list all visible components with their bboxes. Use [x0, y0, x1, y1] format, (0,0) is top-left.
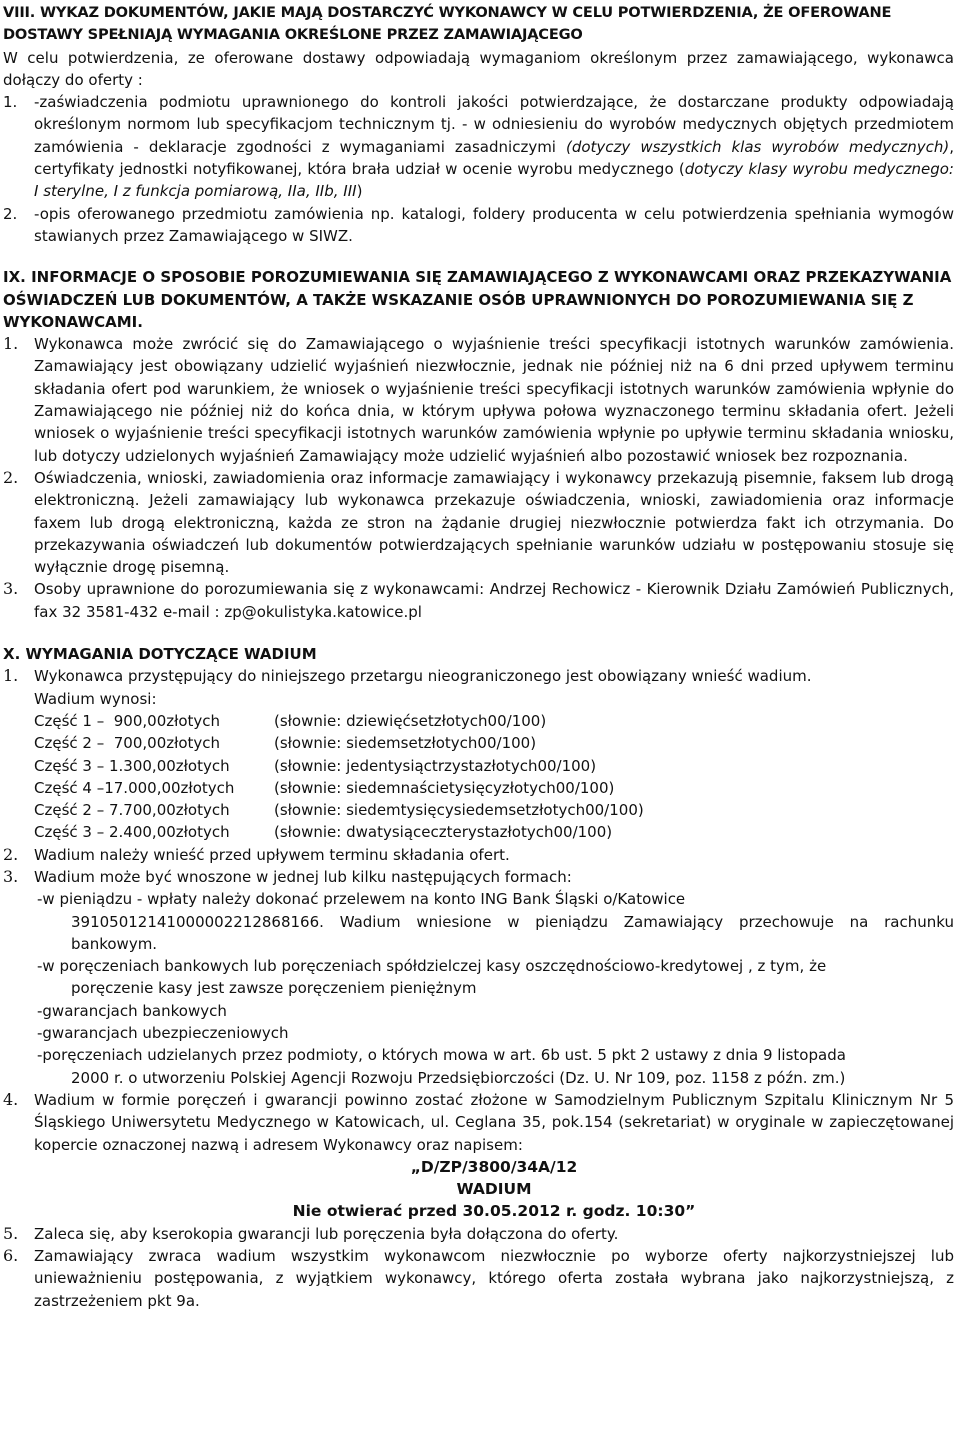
- section-10-item-4: [3, 1089, 954, 1223]
- section-9-item-1: [3, 333, 954, 467]
- item-number: 4.: [3, 1089, 19, 1109]
- item-body: [34, 866, 954, 1089]
- part-amount: Część 4 –17.000,00złotych: [34, 778, 235, 797]
- part-words: (słownie: dziewięćsetzłotych00/100): [274, 711, 547, 730]
- part-words: (słownie: siedemsetzłotych00/100): [274, 734, 537, 753]
- item-number: 3.: [3, 579, 19, 599]
- item-text-italic: dotyczy klasy wyrobu medycznego: I sterylne, I z funkcja pomiarową, IIa, IIb, III: [34, 160, 954, 201]
- section-10-item-2: [3, 844, 954, 866]
- item-text: Wadium należy wnieść przed upływem terminu składania ofert.: [34, 845, 510, 864]
- spacer: [3, 247, 954, 266]
- section-9-item-3: [3, 578, 954, 623]
- part-words: (słownie: jedentysiąctrzystazłotych00/100): [274, 756, 597, 775]
- item-text: Osoby uprawnione do porozumiewania się z wykonawcami: Andrzej Rechowicz - Kierownik Działu Zamówień Publicznych, fax 32 3581-432 e-mail : zp@okulistyka.katowice.pl: [34, 580, 954, 621]
- part-amount: Część 3 – 1.300,00złotych: [34, 756, 230, 775]
- spacer: [3, 623, 954, 643]
- wadium-form: -gwarancjach ubezpieczeniowych: [37, 1024, 289, 1043]
- part-words: (słownie: dwatysiąceczterystazłotych00/100): [274, 823, 613, 842]
- item-number: 1.: [3, 93, 18, 112]
- item-body: [34, 1089, 954, 1223]
- part-amount: Część 1 – 900,00złotych: [34, 711, 221, 730]
- part-amount: Część 3 – 2.400,00złotych: [34, 823, 230, 842]
- item-body: [34, 665, 954, 843]
- item-text: Zamawiający zwraca wadium wszystkim wykonawcom niezwłocznie po wyborze oferty najkorzystniejszej lub unieważnieniu postępowania, z wyjątkiem wykonawcy, którego oferta została wybrana jako najkorzystniejszą, z zastrzeżeniem pkt 9a.: [34, 1247, 954, 1310]
- section-8-item-2: [3, 203, 954, 248]
- part-amount: Część 2 – 700,00złotych: [34, 734, 221, 753]
- section-8-intro: W celu potwierdzenia, ze oferowane dostawy odpowiadają wymaganiom określonym przez zamawiającego, wykonawca dołączy do oferty :: [3, 48, 954, 89]
- section-10-item-6: [3, 1245, 954, 1312]
- item-text: Oświadczenia, wnioski, zawiadomienia oraz informacje zamawiający i wykonawcy przekazują pisemnie, faksem lub drogą elektroniczną. Jeżeli zamawiający lub wykonawca przekazuje oświadczenia, wnioski, zawiadomienia oraz informacje faxem lub drogą elektroniczną, każda ze stron na żądanie drugiej niezwłocznie potwierdza fakt ich otrzymania. Do przekazywania oświadczeń lub dokumentów potwierdzających spełnianie warunków udziału w postępowaniu stosuje się wyłącznie drogę pisemną.: [34, 468, 954, 577]
- wadium-forms-list: [34, 888, 954, 1089]
- envelope-opening-notice: Nie otwierać przed 30.05.2012 r. godz. 10:30”: [292, 1202, 696, 1221]
- item-number: 3.: [3, 866, 19, 886]
- item-text: Wykonawca przystępujący do niniejszego przetargu nieograniczonego jest obowiązany wnieść wadium.: [34, 667, 812, 686]
- section-10-item-3: [3, 866, 954, 1089]
- item-text-part: ): [356, 182, 363, 201]
- envelope-reference: „D/ZP/3800/34A/12: [410, 1157, 578, 1176]
- item-text: Zaleca się, aby kserokopia gwarancji lub poręczenia była dołączona do oferty.: [34, 1224, 619, 1243]
- item-number: 1.: [3, 334, 19, 354]
- item-text: Wadium może być wnoszone w jednej lub kilku następujących formach:: [34, 867, 572, 886]
- item-text-part: -zaświadczenia podmiotu uprawnionego do kontroli jakości potwierdzające, że dostarczane produkty odpowiadają określonym normom lub specyfikacjom technicznym tj. - w odniesieniu do wyrobów medycznych objętych przedmiotem zamówienia - deklaracje zgodności z wymaganiami zasadniczymi: [34, 93, 954, 156]
- part-amount: Część 2 – 7.700,00złotych: [34, 801, 230, 820]
- wadium-part-row: [34, 821, 954, 843]
- wadium-part-row: [34, 799, 954, 821]
- section-10-item-1: [3, 665, 954, 843]
- section-8-item-1: [3, 91, 954, 202]
- section-8-heading: VIII. WYKAZ DOKUMENTÓW, JAKIE MAJĄ DOSTARCZYĆ WYKONAWCY W CELU POTWIERDZENIA, ŻE OFEROWANE DOSTAWY SPEŁNIAJĄ WYMAGANIA OKREŚLONE PRZEZ ZAMAWIAJĄCEGO: [3, 4, 892, 44]
- item-text: -opis oferowanego przedmiotu zamówienia np. katalogi, foldery producenta w celu potwierdzenia spełniania wymogów stawianych przez Zamawiającego w SIWZ.: [34, 204, 954, 245]
- wadium-part-row: [34, 755, 954, 777]
- wadium-amount-label: Wadium wynosi:: [34, 689, 157, 708]
- wadium-form: -w poręczeniach bankowych lub poręczeniach spółdzielczej kasy oszczędnościowo-kredytowej , z tym, że: [37, 957, 827, 976]
- wadium-form: -w pieniądzu - wpłaty należy dokonać przelewem na konto ING Bank Śląski o/Katowice: [37, 890, 686, 909]
- part-words: (słownie: siedemnaścietysięcyzłotych00/100): [274, 778, 615, 797]
- wadium-form: -gwarancjach bankowych: [37, 1001, 227, 1020]
- section-9-item-2: [3, 467, 954, 578]
- wadium-part-row: [34, 732, 954, 754]
- wadium-form-continuation: 39105012141000002212868166. Wadium wniesione w pieniądzu Zamawiający przechowuje na rachunku bankowym.: [71, 912, 954, 953]
- section-10-heading: X. WYMAGANIA DOTYCZĄCE WADIUM: [3, 645, 317, 664]
- item-text-part: , certyfikaty jednostki notyfikowanej, która brała udział w ocenie wyrobu medycznego (: [34, 137, 954, 179]
- item-number: 2.: [3, 844, 19, 864]
- wadium-form: -poręczeniach udzielanych przez podmioty, o których mowa w art. 6b ust. 5 pkt 2 ustawy z dnia 9 listopada: [37, 1046, 846, 1065]
- item-text: [34, 91, 954, 202]
- wadium-parts-list: [34, 710, 954, 844]
- wadium-part-row: [34, 710, 954, 732]
- item-number: 5.: [3, 1223, 19, 1243]
- envelope-wadium-label: WADIUM: [456, 1180, 532, 1199]
- wadium-part-row: [34, 777, 954, 799]
- item-number: 1.: [3, 666, 19, 686]
- wadium-form-continuation: 2000 r. o utworzeniu Polskiej Agencji Rozwoju Przedsiębiorczości (Dz. U. Nr 109, poz. 1158 z późn. zm.): [71, 1068, 846, 1087]
- item-number: 2.: [3, 204, 18, 223]
- item-text-italic: (dotyczy wszystkich klas wyrobów medycznych): [566, 137, 950, 156]
- section-9-heading: IX. INFORMACJE O SPOSOBIE POROZUMIEWANIA SIĘ ZAMAWIAJĄCEGO Z WYKONAWCAMI ORAZ PRZEKAZYWANIA OŚWIADCZEŃ LUB DOKUMENTÓW, A TAKŻE WSKAZANIE OSÓB UPRAWNIONYCH DO POROZUMIEWANIA SIĘ Z WYKONAWCAMI.: [3, 268, 952, 331]
- wadium-form-continuation: poręczenie kasy jest zawsze poręczeniem pieniężnym: [71, 979, 477, 998]
- part-words: (słownie: siedemtysięcysiedemsetzłotych00/100): [274, 801, 644, 820]
- item-number: 6.: [3, 1246, 19, 1266]
- item-number: 2.: [3, 467, 19, 487]
- section-10-item-5: [3, 1223, 954, 1245]
- item-text: Wykonawca może zwrócić się do Zamawiającego o wyjaśnienie treści specyfikacji istotnych warunków zamówienia. Zamawiający jest obowiązany udzielić wyjaśnień niezwłocznie, jednak nie później niż na 6 dni przed upływem terminu składania ofert pod warunkiem, że wniosek o wyjaśnienie treści specyfikacji istotnych warunków zamówienia wpłynie do Zamawiającego nie później niż do końca dnia, w którym upływa połowa wyznaczonego terminu składania ofert. Jeżeli wniosek o wyjaśnienie treści specyfikacji istotnych warunków zamówienia wpłynie po upływie terminu składania wniosku, lub dotyczy udzielonych wyjaśnień Zamawiający może udzielić wyjaśnień albo pozostawić wniosek bez rozpoznania.: [34, 335, 954, 465]
- item-text: Wadium w formie poręczeń i gwarancji powinno zostać złożone w Samodzielnym Publicznym Szpitalu Klinicznym Nr 5 Śląskiego Uniwersytetu Medycznego w Katowicach, ul. Ceglana 35, pok.154 (sekretariat) w oryginale w zapieczętowanej kopercie oznaczonej nazwą i adresem Wykonawcy oraz napisem:: [34, 1090, 954, 1154]
